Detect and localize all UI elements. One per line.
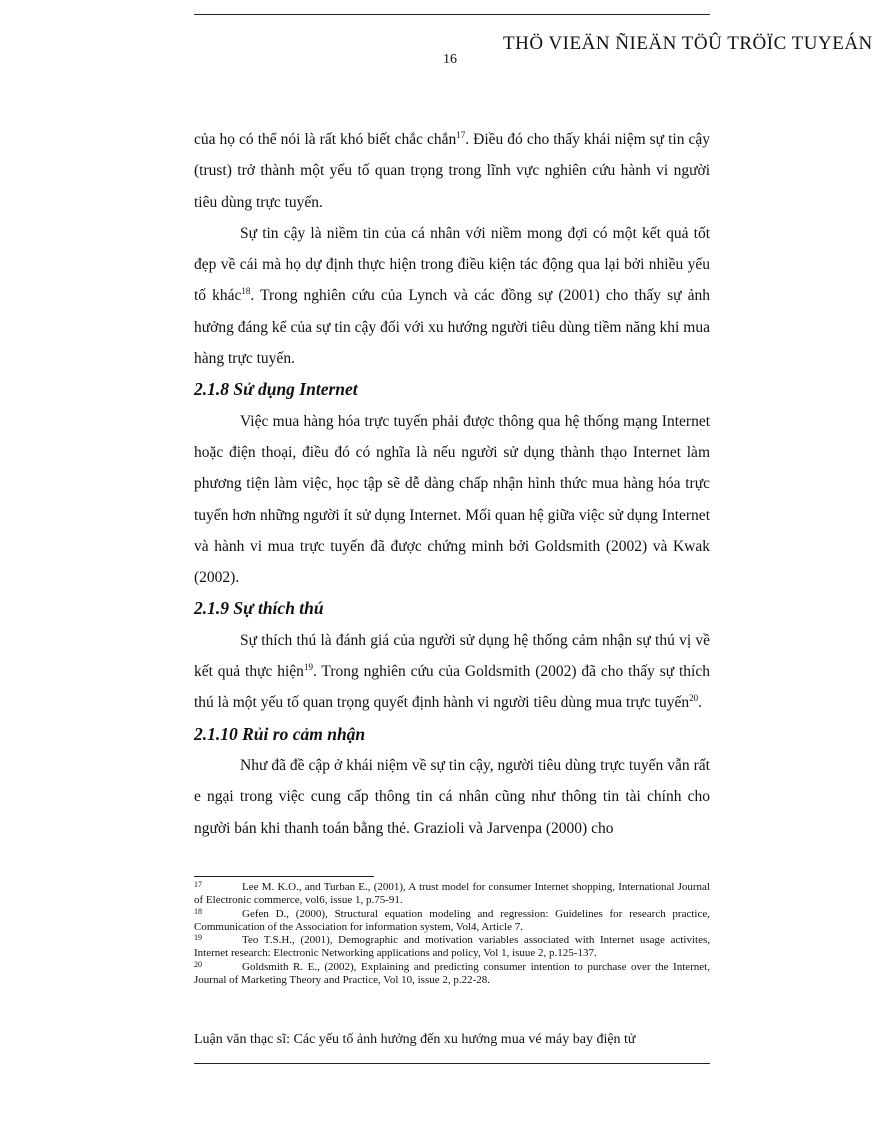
footnote: 17 Lee M. K.O., and Turban E., (2001), A trust model for consumer Internet shopping, International Journal of Electronic commerce, vol6, issue 1, p.75-91. <box>194 880 710 907</box>
footnote-separator <box>194 876 374 877</box>
footnote: 20 Goldsmith R. E., (2002), Explaining and predicting consumer intention to purchase over the Internet, Journal of Marketing Theory and Practice, Vol 10, issue 2, p.22-28. <box>194 959 710 987</box>
paragraph: Sự thích thú là đánh giá của người sử dụng hệ thống cảm nhận sự thú vị về kết quả thực hiện$^{19}$. Trong nghiên cứu của Goldsmith (2002) đã cho thấy sự thích thú là một yếu tố quan trọng quyết định hành vi người tiêu dùng mua trực tuyến$^{20}$. <box>194 631 710 712</box>
paragraph: của họ có thể nói là rất khó biết chắc chắn$^{17}$. Điều đó cho thấy khái niệm sự tin cậy (trust) trở thành một yếu tố quan trọng trong lĩnh vực nghiên cứu hành vi người tiêu dùng trực tuyến. <box>194 129 710 211</box>
page-number: 16 <box>443 52 457 67</box>
footnote-ref[interactable]: 19 <box>303 661 313 672</box>
footnote: 19 Teo T.S.H., (2001), Demographic and motivation variables associated with Internet usage activites, Internet research: Electronic Networking applications and policy, Vol 1, isuue 2, p.125-137. <box>194 933 710 960</box>
section-heading-2-1-9: 2.1.9 Sự thích thú <box>194 598 324 619</box>
body-text <box>194 124 710 844</box>
footnote-ref[interactable]: 17 <box>456 129 466 140</box>
section-heading-2-1-10: 2.1.10 Rủi ro cảm nhận <box>194 723 366 744</box>
paragraph: Như đã đề cập ở khái niệm về sự tin cậy, người tiêu dùng trực tuyến vẫn rất e ngại trong việc cung cấp thông tin cá nhân cũng như thông tin tài chính cho người bán khi thanh toán bằng thẻ. Grazioli và Jarvenpa (2000) cho <box>194 756 710 837</box>
section-heading-2-1-8: 2.1.8 Sử dụng Internet <box>194 379 358 400</box>
footnote: 18 Gefen D., (2000), Structural equation modeling and regression: Guidelines for research practice, Communication of the Association for information system, Vol4, Article 7. <box>194 906 710 933</box>
page-footer: Luận văn thạc sĩ: Các yếu tố ảnh hưởng đến xu hướng mua vé máy bay điện tử <box>194 1032 636 1047</box>
library-watermark: THÖ VIEÄN ÑIEÄN TÖÛ TRÖÏC TUYEÁN <box>503 33 873 54</box>
footer-rule <box>194 1063 710 1064</box>
header-rule <box>194 14 710 15</box>
footnote-ref[interactable]: 20 <box>689 693 699 704</box>
paragraph: Việc mua hàng hóa trực tuyến phải được thông qua hệ thống mạng Internet hoặc điện thoại, điều đó có nghĩa là nếu người sử dụng thành thạo Internet làm phương tiện làm việc, học tập sẽ dễ dàng chấp nhận hình thức mua hàng hóa trực tuyến hơn những người ít sử dụng Internet. Mối quan hệ giữa việc sử dụng Internet và hành vi mua trực tuyến đã được chứng minh bởi Goldsmith (2002) và Kwak (2002). <box>194 412 710 587</box>
footnotes <box>194 881 710 987</box>
footnote-ref[interactable]: 18 <box>241 286 251 297</box>
paragraph: Sự tin cậy là niềm tin của cá nhân với niềm mong đợi có một kết quả tốt đẹp về cái mà họ dự định thực hiện trong điều kiện tác động qua lại bởi nhiều yếu tố khác$^{18}$. Trong nghiên cứu của Lynch và các đồng sự (2001) cho thấy sự ảnh hưởng đáng kể của sự tin cậy đối với xu hướng người tiêu dùng tiềm năng khi mua hàng trực tuyến. <box>194 224 710 368</box>
